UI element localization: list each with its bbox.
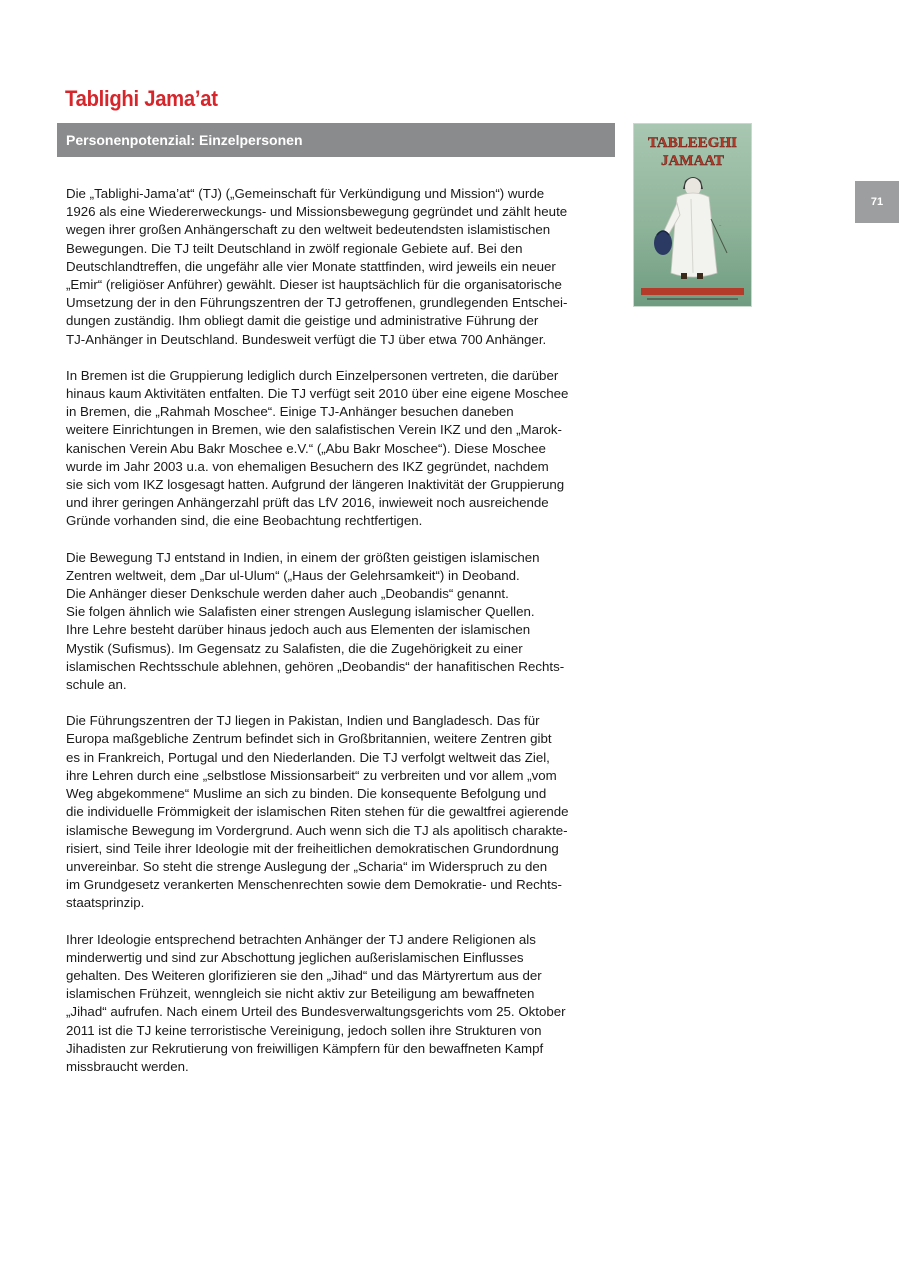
section-heading-bar xyxy=(57,123,615,157)
book-cover-image xyxy=(633,123,752,307)
paragraph-4 xyxy=(66,712,614,912)
text-line: Jihadisten zur Rekrutierung von freiwilligen Kämpfern für den bewaffneten Kampf xyxy=(66,1040,544,1056)
text-line: islamischen Rechtsschule ablehnen, gehören „Deobandis“ der hanafitischen Rechts- xyxy=(66,658,565,674)
paragraph-1 xyxy=(66,185,614,349)
text-line: 1926 als eine Wiedererweckungs- und Missionsbewegung gegründet und zählt heute xyxy=(66,204,568,220)
text-line: „Jihad“ aufrufen. Nach einem Urteil des Bundesverwaltungsgerichts vom 25. Oktober xyxy=(66,1004,566,1020)
text-line: weitere Einrichtungen in Bremen, wie den salafistischen Verein IKZ und den „Marok- xyxy=(66,422,562,438)
page-number: 71 xyxy=(870,196,884,208)
text-line: 2011 ist die TJ keine terroristische Vereinigung, jedoch sollen ihre Strukturen von xyxy=(66,1022,542,1038)
text-line: Weg abgekommene“ Muslime an sich zu binden. Die konsequente Befolgung und xyxy=(66,786,547,802)
text-line: es in Frankreich, Portugal und den Niederlanden. Die TJ verfolgt weltweit das Ziel, xyxy=(66,749,550,765)
text-line: Mystik (Sufismus). Im Gegensatz zu Salafisten, die die Zugehörigkeit zu einer xyxy=(66,640,523,656)
text-line: sie sich vom IKZ losgesagt hatten. Aufgrund der längeren Inaktivität der Gruppierung xyxy=(66,477,565,493)
paragraph-5 xyxy=(66,931,614,1077)
text-line: im Grundgesetz verankerten Menschenrechten sowie dem Demokratie- und Rechts- xyxy=(66,877,562,893)
page-title: Tablighi Jama’at xyxy=(65,86,218,111)
text-line: in Bremen, die „Rahmah Moschee“. Einige TJ-Anhänger besuchen daneben xyxy=(66,404,514,420)
text-line: TJ-Anhänger in Deutschland. Bundesweit verfügt die TJ über etwa 700 Anhänger. xyxy=(66,331,547,347)
svg-text:~: ~ xyxy=(719,223,722,228)
cover-title-line2: JAMAAT xyxy=(660,153,725,169)
text-line: hinaus kaum Aktivitäten entfalten. Die TJ verfügt seit 2010 über eine eigene Moschee xyxy=(66,386,569,402)
text-line: Gründe vorhanden sind, die eine Beobachtung rechtfertigen. xyxy=(66,513,423,529)
text-line: Die „Tablighi-Jama’at“ (TJ) („Gemeinschaft für Verkündigung und Mission“) wurde xyxy=(66,186,545,201)
cover-title-line1: TABLEEGHI xyxy=(648,135,737,151)
page-number-tab xyxy=(855,181,899,223)
cover-publisher-band xyxy=(641,288,744,295)
text-line: unvereinbar. So steht die strenge Auslegung der „Scharia“ im Widerspruch zu den xyxy=(66,858,548,874)
text-line: Europa maßgebliche Zentrum befindet sich in Großbritannien, weitere Zentren gibt xyxy=(66,731,552,747)
text-line: wurde im Jahr 2003 u.a. von ehemaligen Besuchern des IKZ gegründet, nachdem xyxy=(66,458,549,474)
text-line: Zentren weltweit, dem „Dar ul-Ulum“ („Haus der Gelehrsamkeit“) in Deoband. xyxy=(66,567,520,583)
section-heading: Personenpotenzial: Einzelpersonen xyxy=(66,132,303,148)
text-line: dungen zuständig. Ihm obliegt damit die geistige und administrative Führung der xyxy=(66,313,539,329)
text-line: „Emir“ (religiöser Anführer) gewählt. Dieser ist hauptsächlich für die organisatorische xyxy=(66,277,562,293)
text-line: Bewegungen. Die TJ teilt Deutschland in zwölf regionale Gebiete auf. Bei den xyxy=(66,240,523,256)
text-line: islamischen Frühzeit, wenngleich sie nicht aktiv zur Beteiligung am bewaffneten xyxy=(66,986,535,1002)
paragraph-3 xyxy=(66,549,614,695)
text-line: Deutschlandtreffen, die ungefähr alle vier Monate stattfinden, wird jeweils ein neuer xyxy=(66,258,556,274)
text-line: islamische Bewegung im Vordergrund. Auch wenn sich die TJ als apolitisch charakte- xyxy=(66,822,568,838)
text-line: staatsprinzip. xyxy=(66,895,145,911)
text-line: ihre Lehren durch eine „selbstlose Missionsarbeit“ zu verbreiten und vor allem „vom xyxy=(66,767,557,783)
text-line: kanischen Verein Abu Bakr Moschee e.V.“ („Abu Bakr Moschee“). Diese Moschee xyxy=(66,440,546,456)
body-text xyxy=(66,185,614,1094)
text-line: Die Führungszentren der TJ liegen in Pakistan, Indien und Bangladesch. Das für xyxy=(66,713,540,729)
paragraph-2 xyxy=(66,367,614,531)
text-line: Die Bewegung TJ entstand in Indien, in einem der größten geistigen islamischen xyxy=(66,549,540,565)
text-line: minderwertig und sind zur Abschottung jeglichen außerislamischen Einflusses xyxy=(66,949,524,965)
book-cover-illustration xyxy=(633,123,752,307)
text-line: schule an. xyxy=(66,677,127,693)
text-line: risiert, sind Teile ihrer Ideologie mit der freiheitlichen demokratischen Grundordnung xyxy=(66,840,559,856)
text-line: Sie folgen ähnlich wie Salafisten einer strengen Auslegung islamischer Quellen. xyxy=(66,604,535,620)
text-line: missbraucht werden. xyxy=(66,1058,189,1074)
text-line: Ihre Lehre besteht darüber hinaus jedoch auch aus Elementen der islamischen xyxy=(66,622,531,638)
text-line: In Bremen ist die Gruppierung lediglich durch Einzelpersonen vertreten, die darüber xyxy=(66,367,559,383)
text-line: Umsetzung der in den Führungszentren der TJ getroffenen, grundlegenden Entschei- xyxy=(66,295,568,311)
text-line: Ihrer Ideologie entsprechend betrachten Anhänger der TJ andere Religionen als xyxy=(66,931,536,947)
text-line: gehalten. Des Weiteren glorifizieren sie den „Jihad“ und das Märtyrertum aus der xyxy=(66,967,542,983)
text-line: Die Anhänger dieser Denkschule werden daher auch „Deobandis“ genannt. xyxy=(66,586,509,602)
text-line: die individuelle Frömmigkeit der islamischen Riten stehen für die gewaltfrei agierende xyxy=(66,804,569,820)
text-line: und ihrer geringen Anhängerzahl prüft das LfV 2016, inwieweit noch ausreichende xyxy=(66,495,549,511)
text-line: wegen ihrer großen Anhängerschaft zu den weltweit bedeutendsten islamistischen xyxy=(66,222,551,238)
